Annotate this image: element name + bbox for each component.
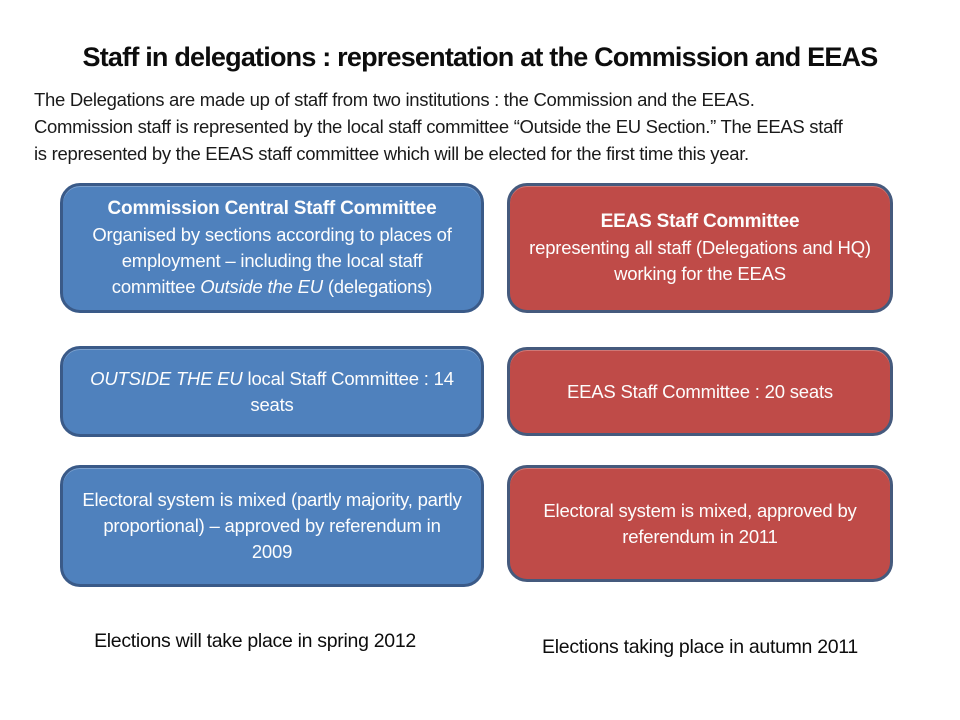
commission-committee-box	[60, 183, 484, 313]
eeas-committee-box	[507, 183, 893, 313]
eeas-committee-heading: EEAS Staff Committee	[600, 211, 800, 232]
intro-paragraph	[34, 86, 939, 167]
commission-committee-body	[81, 222, 463, 300]
intro-line-3: is represented by the EEAS staff committee which will be elected for the first time this year.	[34, 143, 749, 164]
eeas-committee-body: representing all staff (Delegations and HQ) working for the EEAS	[529, 237, 871, 284]
eeas-seats-box	[507, 347, 893, 436]
commission-committee-body-text-2: (delegations)	[322, 276, 433, 297]
commission-seats-italic: OUTSIDE THE EU	[90, 367, 243, 389]
commission-seats-box	[60, 346, 484, 437]
page-title: Staff in delegations : representation at the Commission and EEAS	[82, 42, 878, 73]
commission-elections-caption: Elections will take place in spring 2012	[94, 630, 416, 652]
commission-committee-body-italic: Outside the EU	[200, 276, 323, 297]
commission-seats-rest: local Staff Committee : 14 seats	[242, 367, 454, 415]
eeas-electoral-box	[507, 465, 893, 582]
commission-seats-text	[81, 366, 463, 418]
eeas-electoral-text: Electoral system is mixed, approved by referendum in 2011	[543, 499, 857, 547]
commission-committee-body-text-1: Organised by sections according to places of employment – including the local staff committee	[92, 224, 452, 297]
eeas-seats-text: EEAS Staff Committee : 20 seats	[567, 380, 833, 402]
commission-electoral-box	[60, 465, 484, 587]
intro-line-1: The Delegations are made up of staff from two institutions : the Commission and the EEAS.	[34, 89, 755, 110]
intro-line-2: Commission staff is represented by the local staff committee “Outside the EU Section.” The EEAS staff	[34, 116, 843, 137]
commission-electoral-text: Electoral system is mixed (partly majority, partly proportional) – approved by referendum in 2009	[82, 489, 462, 562]
eeas-elections-caption: Elections taking place in autumn 2011	[542, 636, 858, 658]
commission-committee-heading: Commission Central Staff Committee	[107, 198, 437, 219]
